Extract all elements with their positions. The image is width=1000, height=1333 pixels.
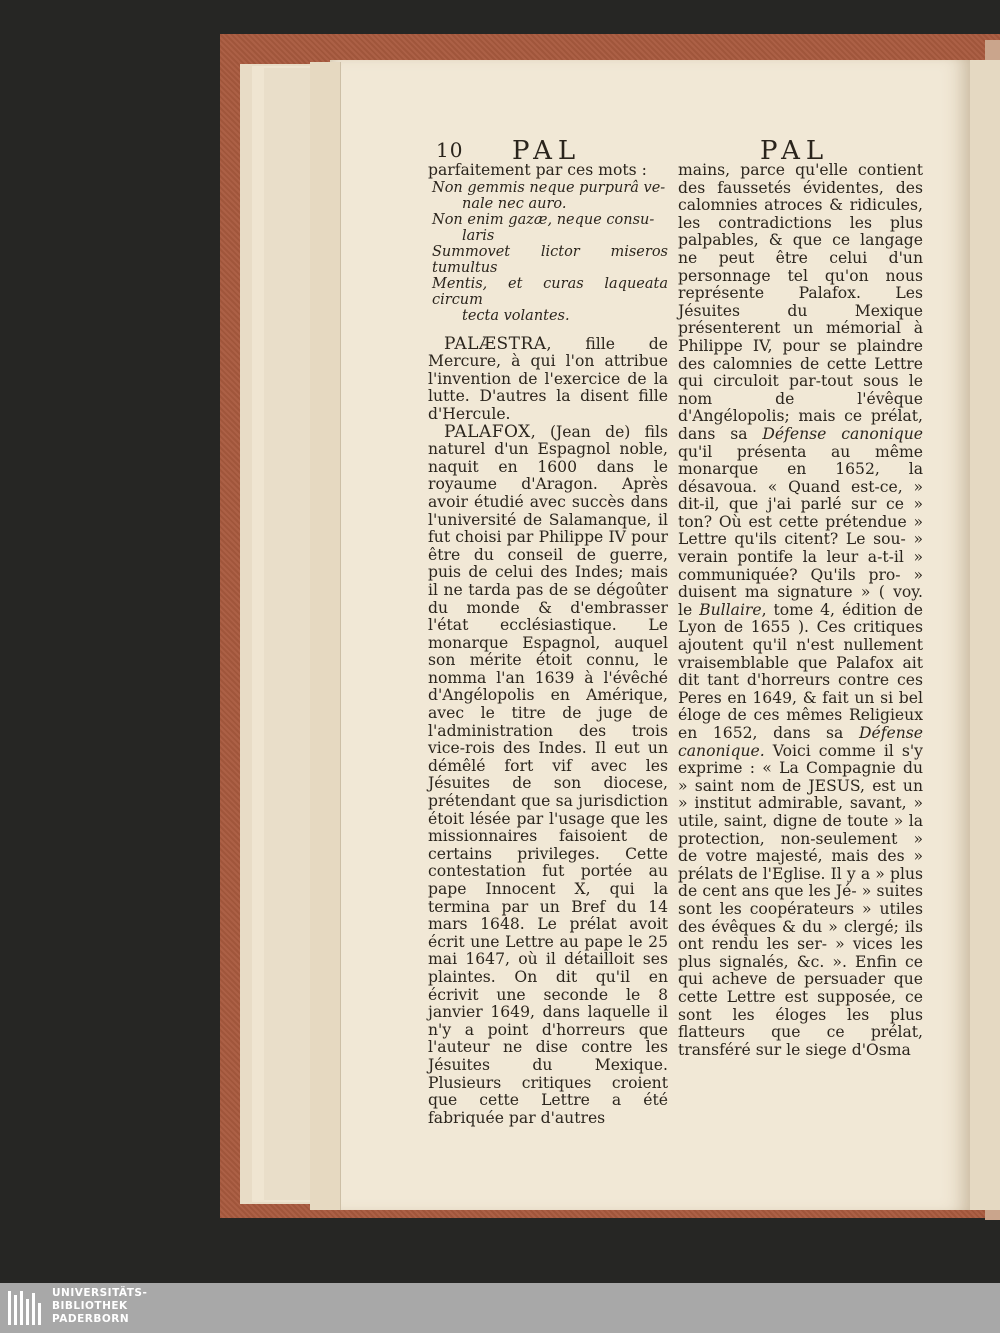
page-gutter bbox=[310, 62, 341, 1210]
latin-verse bbox=[428, 180, 668, 324]
entry-continuation bbox=[678, 162, 923, 1059]
text-run: Voici comme il s'y exprime : « La Compagnie du » saint nom de JESUS, est un » institut admirable, savant, » utile, saint, digne de toute » la protection, non-seulement » de votre majesté, mais des » prélats de l'Eglise. Il y a » plus de cent ans que les Jé- » suites sont les coopérateurs » utiles des évêques & du » clergé; ils ont rendu les ser- » vices les plus signalés, &c. ». Enfin ce qui acheve de persuader que cette Lettre est supposée, ce sont les éloges les plus flatteurs que ce prélat, transféré sur le siege d'Osma bbox=[678, 741, 923, 1059]
left-column bbox=[428, 162, 668, 1127]
right-column bbox=[678, 162, 923, 1059]
library-name-line: PADERBORN bbox=[52, 1313, 130, 1325]
verse-line: Non gemmis neque purpurâ ve- bbox=[432, 179, 666, 196]
verse-line: Summovet lictor miseros tumultus bbox=[432, 243, 668, 276]
entry-text: , (Jean de) fils naturel d'un Espagnol noble, naquit en 1600 dans le royaume d'Aragon. Après avoir étudié avec succès dans l'université de Salamanque, il fut choisi par Philippe IV pour être du conseil de guerre, puis de celui des Indes; mais il ne tarda pas de se dégoûter du monde & d'embrasser l'état ecclésiastique. Le monarque Espagnol, auquel son mérite étoit connu, le nomma l'an 1639 à l'évêché d'Angélopolis en Amérique, avec le titre de juge de l'administration des trois vice-rois des Indes. Il eut un démêlé fort vif avec les Jésuites de son diocese, prétendant que sa jurisdiction étoit lésée par l'usage que les missionnaires faisoient de certains privileges. Cette contestation fut portée au pape Innocent X, qui la termina par un Bref du 14 mars 1648. Le prélat avoit écrit une Lettre au pape le 25 mai 1647, où il détailloit ses plaintes. On dit qu'il en écrivit une seconde le 8 janvier 1649, dans laquelle il n'y a point d'horreurs que l'auteur ne dise contre les Jésuites du Mexique. Plusieurs critiques croient que cette Lettre a été fabriquée par d'autres bbox=[428, 422, 668, 1127]
verse-line: laris bbox=[462, 227, 495, 244]
library-name-line: BIBLIOTHEK bbox=[52, 1300, 128, 1312]
page-number: 10 bbox=[436, 138, 464, 162]
library-name bbox=[52, 1287, 147, 1326]
italic-title: Défense canonique bbox=[762, 424, 923, 443]
verse-line: Mentis, et curas laqueata circum bbox=[432, 275, 668, 308]
running-title-right: PAL bbox=[760, 136, 830, 166]
verse-line: nale nec auro. bbox=[462, 195, 567, 212]
text-run: mains, parce qu'elle contient des faussetés évidentes, des calomnies atroces & ridicules, les contradictions les plus palpables, & que ce langage ne peut être celui d'un personnage tel qu'on nous représente Palafox. Les Jésuites du Mexique présenterent un mémorial à Philippe IV, pour se plaindre des calomnies de cette Lettre qui circuloit par-tout sous le nom de l'évêque d'Angélopolis; mais ce prélat, dans sa bbox=[678, 161, 923, 443]
entry-headword: PALAFOX bbox=[444, 421, 531, 442]
verse-line: tecta volantes. bbox=[462, 307, 570, 324]
entry-text: , fille de Mercure, à qui l'on attribue l'invention de l'exercice de la lutte. D'autres la disent fille d'Hercule. bbox=[428, 334, 668, 423]
library-footer bbox=[0, 1283, 1000, 1333]
entry-headword: PALÆSTRA bbox=[444, 333, 547, 354]
text-run: qu'il présenta au même monarque en 1652, la désavoua. « Quand est-ce, » dit-il, que j'ai parlé sur ce » ton? Où est cette prétendue » Lettre qu'ils citent? Le sou- » verain pontife la leur a-t-il » communiquée? Qu'ils pro- » duisent ma signature » ( voy. le bbox=[678, 442, 923, 619]
entry-palaestra bbox=[428, 333, 668, 424]
italic-title: Défense canonique. bbox=[678, 724, 923, 760]
verse-line: Non enim gazæ, neque consu- bbox=[432, 211, 655, 228]
library-logo-icon bbox=[6, 1289, 46, 1327]
lead-line: parfaitement par ces mots : bbox=[428, 161, 647, 179]
text-run: , tome 4, édition de Lyon de 1655 ). Ces critiques ajoutent qu'il n'est nullement vraisemblable que Palafox ait dit tant d'horreurs contre ces Peres en 1649, & fait un si bel éloge de ces mêmes Religieux en 1652, dans sa bbox=[678, 600, 923, 742]
library-name-line: UNIVERSITÄTS- bbox=[52, 1287, 148, 1299]
running-title-left: PAL bbox=[512, 136, 582, 166]
entry-palafox bbox=[428, 421, 668, 1128]
italic-title: Bullaire bbox=[699, 600, 762, 619]
